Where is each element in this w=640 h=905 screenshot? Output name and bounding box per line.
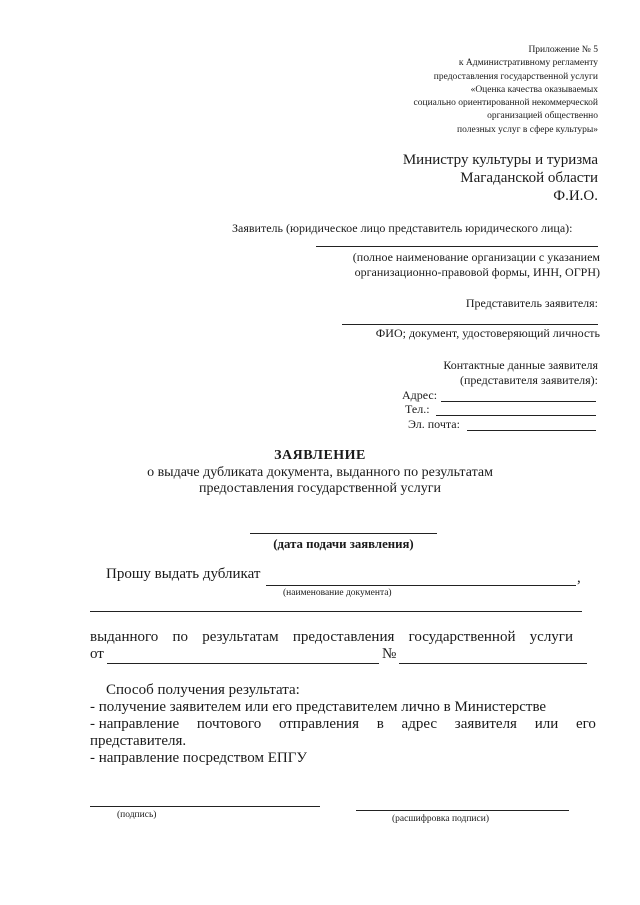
from-label: от	[90, 646, 104, 662]
contacts-label-1: Контактные данные заявителя	[443, 358, 598, 372]
method-option-2-word: адрес	[401, 716, 438, 732]
request-lead: Прошу выдать дубликат	[106, 566, 261, 582]
issue-number-line[interactable]	[399, 663, 587, 664]
signature-decode-line[interactable]	[356, 810, 569, 811]
email-label: Эл. почта:	[408, 417, 460, 431]
method-heading: Способ получения результата:	[106, 682, 300, 698]
address-label: Адрес:	[402, 388, 438, 402]
method-option-2	[90, 716, 596, 733]
number-label: №	[382, 646, 397, 662]
statement-subtitle-2: предоставления государственной услуги	[199, 481, 441, 496]
phone-field[interactable]	[436, 415, 596, 416]
method-option-2-tail: представителя.	[90, 733, 187, 749]
issued-word: государственной	[408, 629, 516, 645]
issue-date-line[interactable]	[107, 663, 379, 664]
method-option-1: - получение заявителем или его представителем лично в Министерстве	[90, 699, 547, 715]
signature-hint: (подпись)	[117, 810, 157, 820]
document-name-hint: (наименование документа)	[283, 588, 392, 598]
applicant-label: Заявитель (юридическое лицо представитель юридического лица):	[232, 221, 573, 235]
addressee-line: Магаданской области	[460, 170, 598, 186]
method-option-2-word: отправления	[278, 716, 359, 732]
annex-block	[414, 44, 598, 137]
issued-word: результатам	[202, 629, 279, 645]
signature-decode-hint: (расшифровка подписи)	[392, 814, 489, 824]
issued-word: по	[172, 629, 189, 645]
addressee-line: Ф.И.О.	[553, 188, 598, 204]
contacts-label-2: (представителя заявителя):	[460, 373, 598, 387]
annex-line: «Оценка качества оказываемых	[470, 84, 598, 95]
issued-word: услуги	[529, 629, 573, 645]
annex-line: социально ориентированной некоммерческой	[413, 98, 598, 109]
method-option-2-word: заявителя	[454, 716, 517, 732]
representative-hint: ФИО; документ, удостоверяющий личность	[375, 326, 600, 340]
date-label: (дата подачи заявления)	[273, 537, 414, 551]
annex-line: полезных услуг в сфере культуры»	[457, 124, 598, 135]
document-name-line[interactable]	[266, 585, 576, 586]
method-option-2-word: - направление	[90, 716, 180, 732]
addressee-line: Министру культуры и туризма	[402, 152, 598, 168]
statement-heading: ЗАЯВЛЕНИЕ	[274, 448, 366, 463]
issued-line	[90, 629, 573, 646]
addressee-block	[403, 151, 598, 205]
email-field[interactable]	[467, 430, 596, 431]
method-option-2-word: в	[376, 716, 384, 732]
signature-line[interactable]	[90, 806, 320, 807]
date-line[interactable]	[250, 533, 437, 534]
applicant-hint-2: организационно-правовой формы, ИНН, ОГРН)	[354, 265, 600, 279]
document-name-line-2[interactable]	[90, 611, 582, 612]
applicant-name-line[interactable]	[316, 246, 598, 247]
representative-line[interactable]	[342, 324, 598, 325]
phone-label: Тел.:	[405, 402, 430, 416]
method-option-2-word: его	[575, 716, 596, 732]
annex-line: Приложение № 5	[528, 45, 598, 55]
representative-label: Представитель заявителя:	[465, 296, 598, 310]
method-option-2-word: почтового	[196, 716, 262, 732]
issued-word: выданного	[90, 629, 159, 645]
annex-line: организацией общественно	[487, 111, 598, 122]
request-comma: ,	[577, 570, 581, 586]
statement-subtitle-1: о выдаче дубликата документа, выданного по результатам	[147, 465, 493, 480]
title-block	[0, 448, 640, 497]
annex-line: к Административному регламенту	[458, 58, 598, 69]
annex-line: предоставления государственной услуги	[433, 71, 598, 82]
address-field[interactable]	[441, 401, 596, 402]
applicant-hint-1: (полное наименование организации с указанием	[352, 250, 600, 264]
method-option-2-word: или	[534, 716, 559, 732]
method-option-3: - направление посредством ЕПГУ	[90, 750, 307, 766]
issued-word: предоставления	[292, 629, 395, 645]
